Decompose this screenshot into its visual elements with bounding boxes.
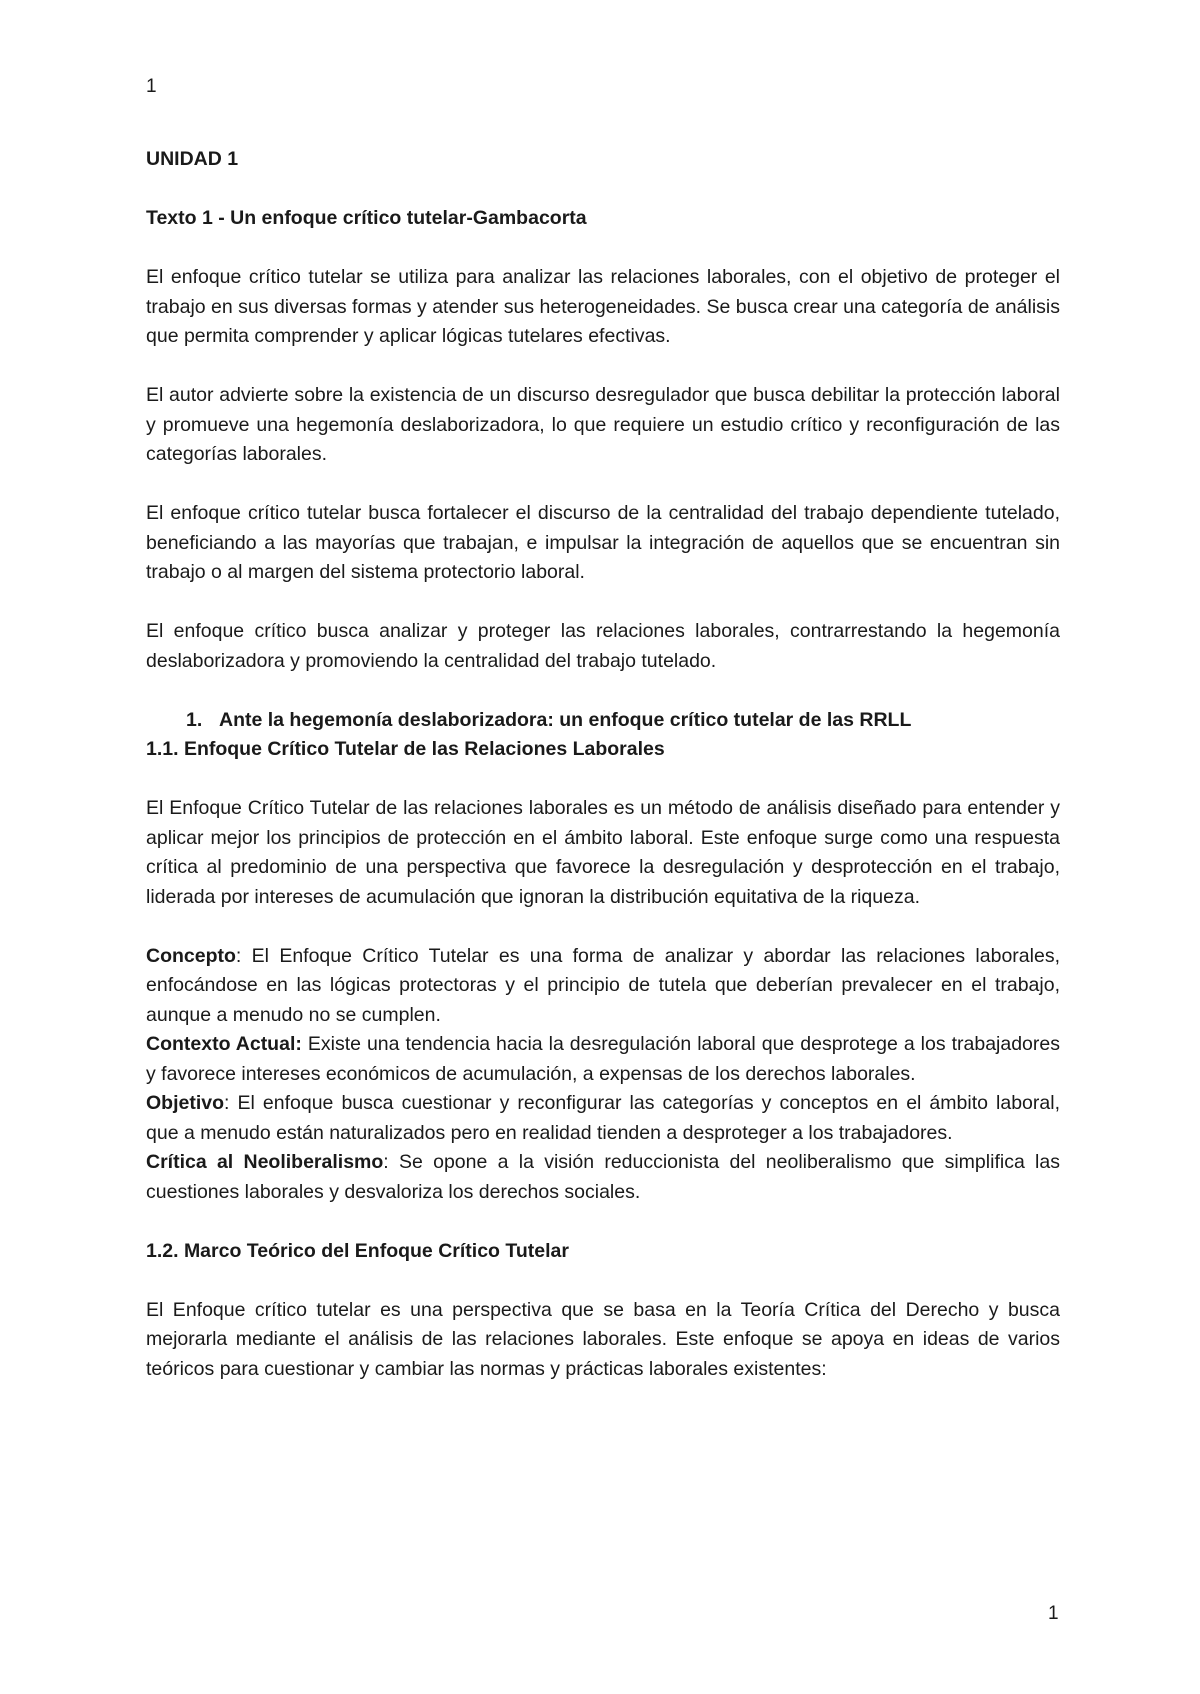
intro-paragraph: El enfoque crítico busca analizar y proteger las relaciones laborales, contrarrestando la hegemonía deslaborizadora y promoviendo la centralidad del trabajo tutelado. (146, 620, 1060, 672)
definition-item (146, 1148, 1060, 1207)
definition-term: Objetivo (146, 1092, 225, 1114)
intro-paragraph: El enfoque crítico tutelar se utiliza para analizar las relaciones laborales, con el objetivo de proteger el trabajo en sus diversas formas y atender sus heterogeneidades. Se busca crear una categoría de análisis que permita comprender y aplicar lógicas tutelares efectivas. (146, 266, 1060, 347)
section-1-2-paragraph: El Enfoque crítico tutelar es una perspectiva que se basa en la Teoría Crítica del Derecho y busca mejorarla mediante el análisis de las relaciones laborales. Este enfoque se apoya en ideas de varios teóricos para cuestionar y cambiar las normas y prácticas laborales existentes: (146, 1298, 1060, 1380)
definition-text: Existe una tendencia hacia la desregulación laboral que desprotege a los trabajadores y favorece intereses económicos de acumulación, a expensas de los derechos laborales. (146, 1033, 1060, 1085)
definition-separator: : (383, 1151, 389, 1173)
section-1-1-heading: 1.1. Enfoque Crítico Tutelar de las Relaciones Laborales (146, 738, 665, 760)
footer-page-number: 1 (1048, 1603, 1059, 1624)
definition-text: El enfoque busca cuestionar y reconfigurar las categorías y conceptos en el ámbito laboral, que a menudo están naturalizados pero en realidad tienden a desproteger a los trabajadores. (146, 1092, 1060, 1144)
definition-item (146, 942, 1060, 1031)
definition-term: Concepto (146, 944, 236, 967)
section-1-1-paragraph: El Enfoque Crítico Tutelar de las relaciones laborales es un método de análisis diseñado para entender y aplicar mejor los principios de protección en el ámbito laboral. Este enfoque surge como una respuesta crítica al predominio de una perspectiva que favorece la desregulación y desprotección en el trabajo, liderada por intereses de acumulación que ignoran la distribución equitativa de la riqueza. (146, 797, 1060, 908)
intro-paragraph: El autor advierte sobre la existencia de un discurso desregulador que busca debilitar la protección laboral y promueve una hegemonía deslaborizadora, lo que requiere un estudio crítico y reconfiguración de las categorías laborales. (146, 384, 1060, 465)
definition-item (146, 1089, 1060, 1148)
section-1-2-heading: 1.2. Marco Teórico del Enfoque Crítico Tutelar (146, 1239, 569, 1262)
definition-separator: : (224, 1092, 230, 1114)
definition-term: Crítica al Neoliberalismo (146, 1151, 384, 1173)
definition-text: El Enfoque Crítico Tutelar es una forma de analizar y abordar las relaciones laborales, enfocándose en las lógicas protectoras y el principio de tutela que deberían prevalecer en el trabajo, aunque a menudo no se cumplen. (146, 944, 1060, 1026)
text-title: Texto 1 - Un enfoque crítico tutelar-Gambacorta (146, 207, 587, 229)
section-1-heading (146, 706, 1060, 736)
definition-separator: : (235, 944, 242, 967)
definition-term: Contexto Actual: (146, 1033, 302, 1055)
section-1-number: 1. (186, 708, 203, 731)
section-1-title: Ante la hegemonía deslaborizadora: un enfoque crítico tutelar de las RRLL (219, 708, 912, 731)
unit-title: UNIDAD 1 (146, 148, 239, 170)
header-page-number: 1 (146, 76, 157, 97)
intro-paragraph: El enfoque crítico tutelar busca fortalecer el discurso de la centralidad del trabajo dependiente tutelado, beneficiando a las mayorías que trabajan, e impulsar la integración de aquellos que se encuentran sin trabajo o al margen del sistema protectorio laboral. (146, 502, 1060, 583)
document-body (146, 145, 1060, 1384)
definition-text: Se opone a la visión reduccionista del neoliberalismo que simplifica las cuestiones laborales y desvaloriza los derechos sociales. (146, 1151, 1060, 1203)
definition-item (146, 1030, 1060, 1089)
